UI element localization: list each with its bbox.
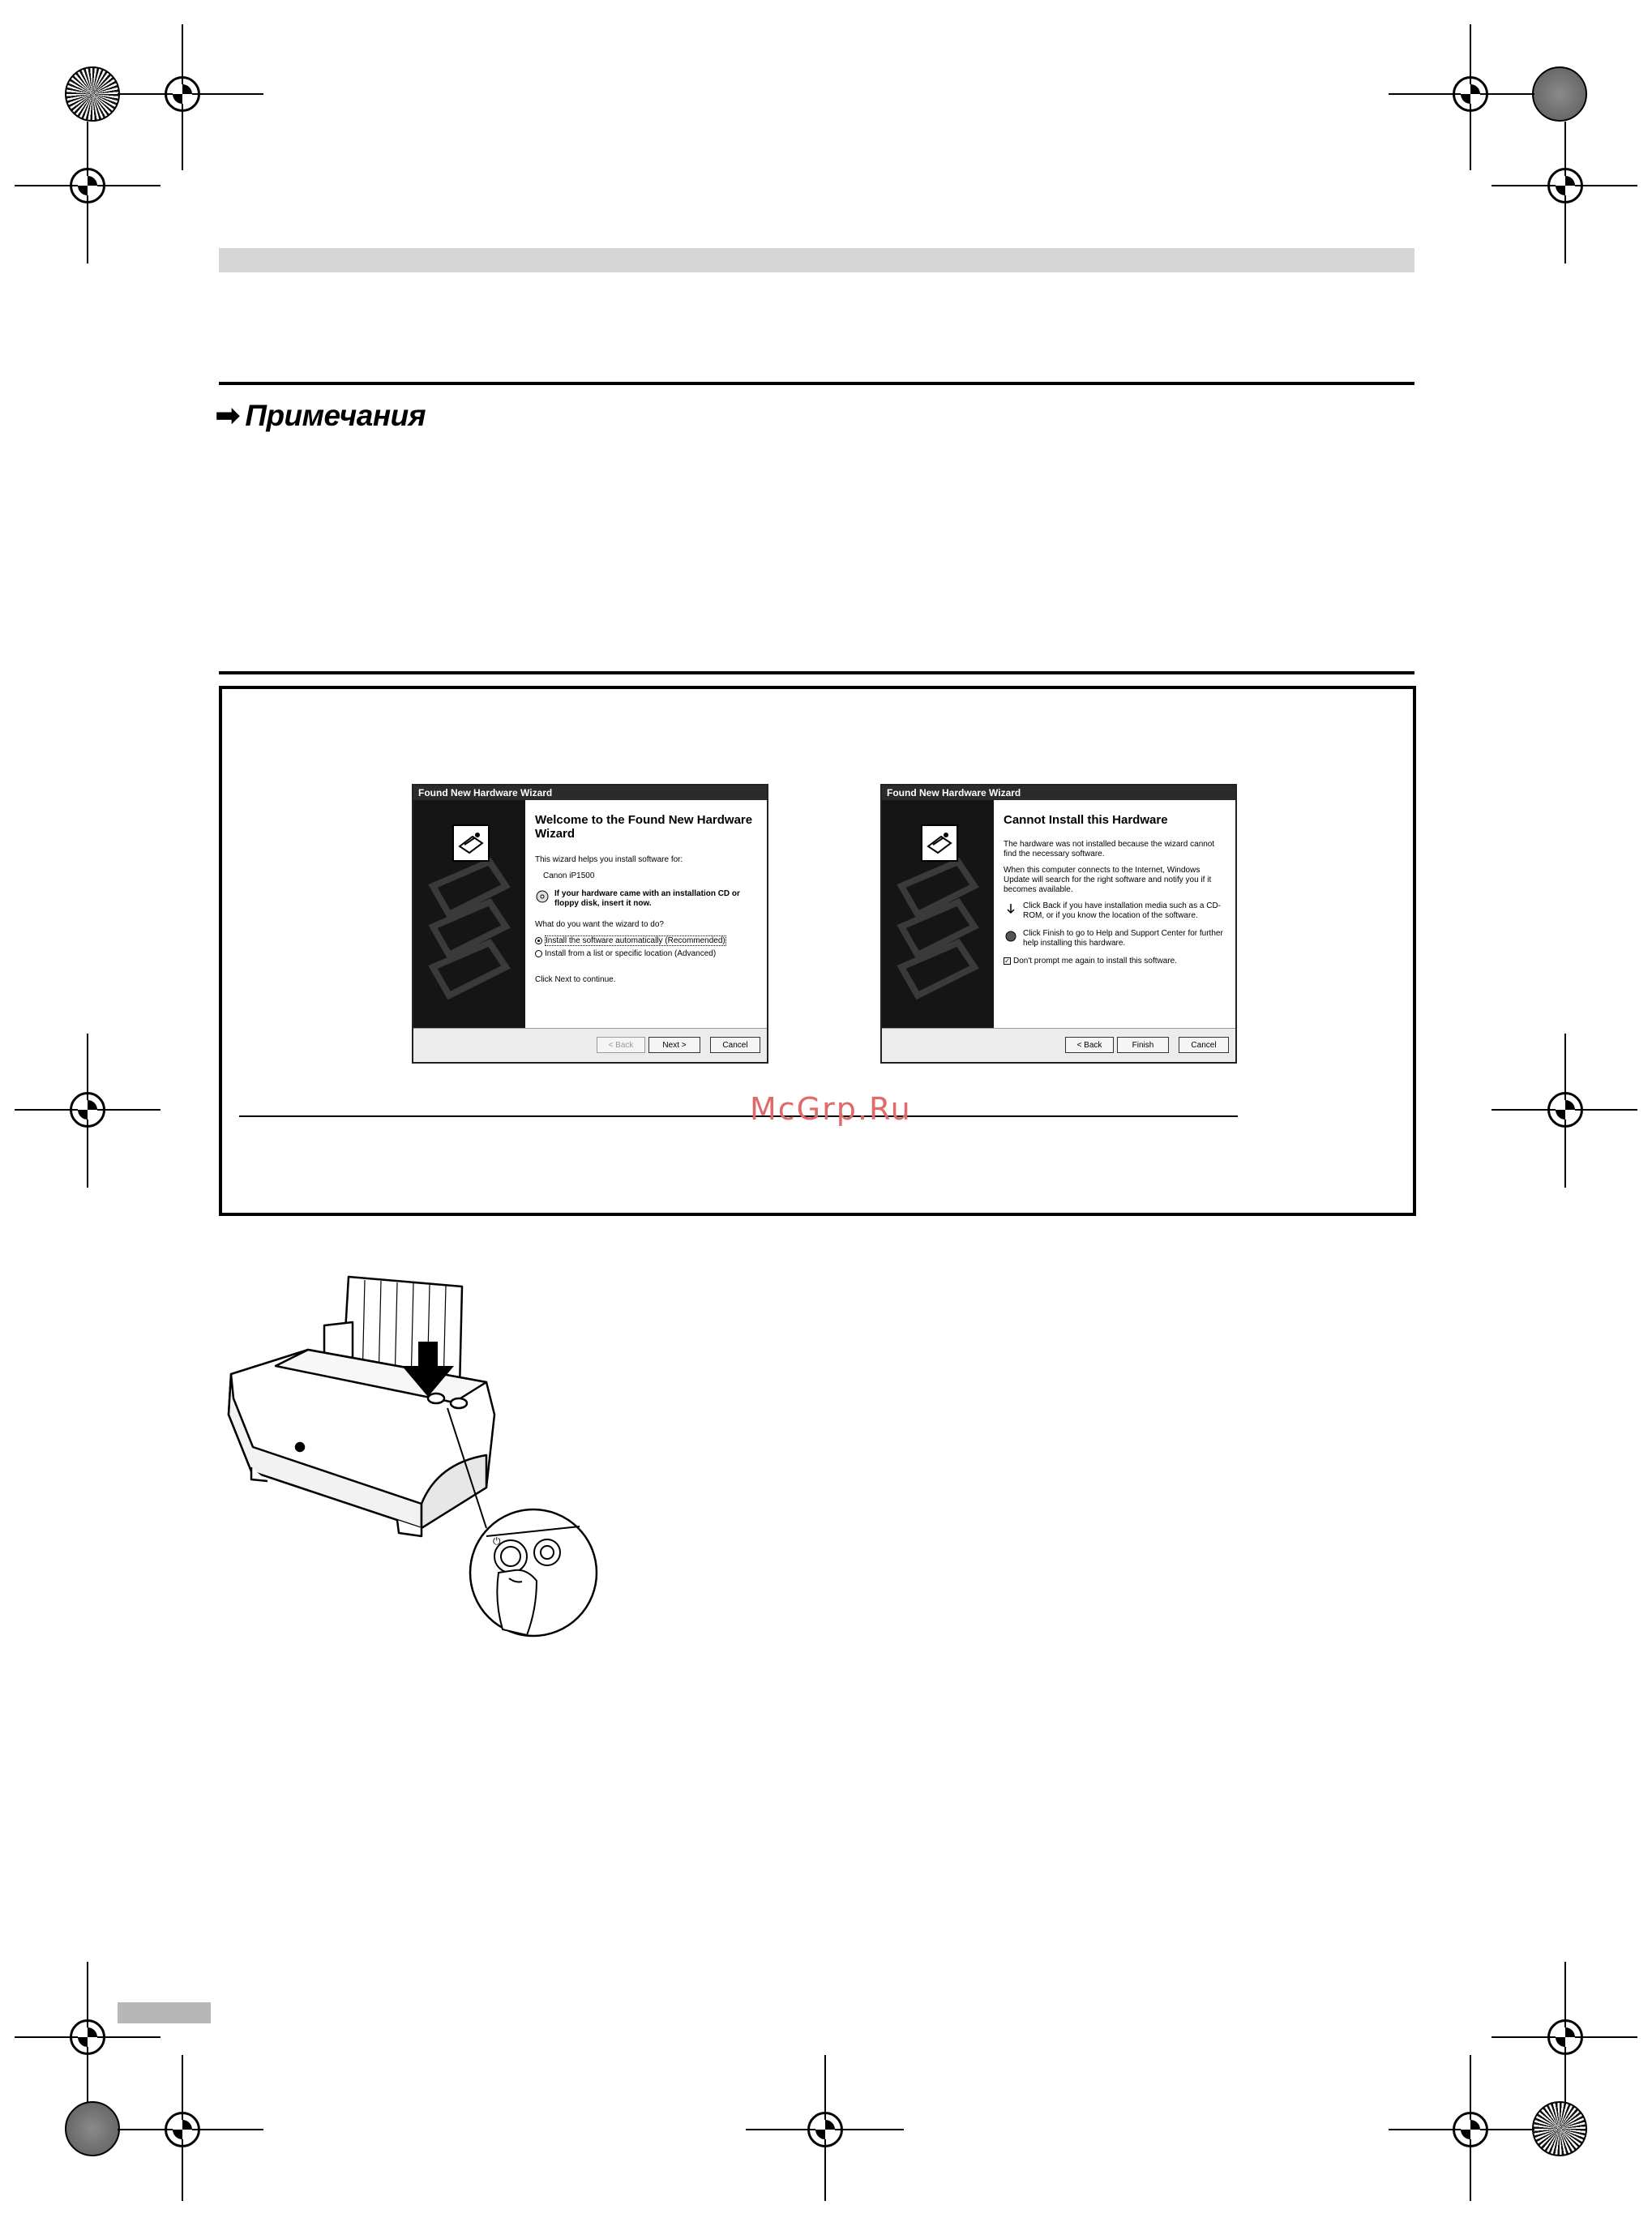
dialog-titlebar: Found New Hardware Wizard	[882, 786, 1235, 800]
registration-crosshair	[165, 76, 200, 112]
finish-hint-row	[1004, 929, 1227, 948]
back-hint-row	[1004, 901, 1227, 921]
option-label: Install the software automatically (Recommended)	[546, 936, 725, 945]
printer-power-button-illustration	[219, 1261, 608, 1642]
next-button[interactable]: Next >	[648, 1037, 700, 1053]
gray-registration-target-bottom-left	[65, 2101, 120, 2156]
back-arrow-icon	[1004, 901, 1018, 916]
hardware-wizard-icon	[921, 824, 958, 862]
color-registration-target-top-left	[65, 66, 120, 122]
dialog-footer	[413, 1028, 767, 1062]
dialog-titlebar: Found New Hardware Wizard	[413, 786, 767, 800]
watermark: McGrp.Ru	[750, 1091, 912, 1127]
finish-hint-text: Click Finish to go to Help and Support Center for further help installing this hardware.	[1023, 929, 1223, 948]
notes-heading	[215, 397, 426, 434]
dont-prompt-checkbox[interactable]	[1004, 957, 1227, 966]
registration-crosshair	[70, 168, 105, 203]
dialog-message: When this computer connects to the Internet, Windows Update will search for the right software and notify you if it becomes available.	[1004, 866, 1212, 894]
option-install-automatically[interactable]	[535, 936, 759, 946]
cd-drive-icon	[535, 889, 550, 904]
registration-crosshair	[1453, 76, 1488, 112]
wizard-sidebar	[882, 800, 994, 1031]
dialog-heading: Welcome to the Found New Hardware Wizard	[535, 813, 753, 841]
checkbox-label: Don't prompt me again to install this software.	[1013, 957, 1178, 965]
registration-crosshair	[70, 2019, 105, 2055]
registration-crosshair	[1547, 1092, 1583, 1128]
registration-crosshair	[1547, 2019, 1583, 2055]
wizard-decoration-icon	[893, 837, 982, 1016]
device-name: Canon iP1500	[543, 871, 595, 880]
cannot-install-hardware-dialog	[880, 784, 1237, 1064]
radio-selected-icon	[535, 937, 542, 944]
help-globe-icon	[1004, 929, 1018, 944]
dialog-heading: Cannot Install this Hardware	[1004, 813, 1168, 827]
back-hint-text: Click Back if you have installation media such as a CD-ROM, or if you know the location of the software.	[1023, 901, 1221, 920]
frame-inner-rule	[239, 1115, 1238, 1117]
page-number-tab	[118, 2002, 211, 2023]
registration-crosshair	[1453, 2112, 1488, 2147]
cancel-button[interactable]: Cancel	[710, 1037, 760, 1053]
header-band	[219, 248, 1414, 272]
dialog-footer	[882, 1028, 1235, 1062]
back-button[interactable]: < Back	[597, 1037, 645, 1053]
finish-button[interactable]: Finish	[1117, 1037, 1169, 1053]
arrow-right-icon: ➡	[215, 399, 241, 433]
registration-crosshair	[807, 2112, 843, 2147]
dialog-message: The hardware was not installed because the wizard cannot find the necessary software.	[1004, 840, 1215, 858]
dialog-intro: This wizard helps you install software for:	[535, 855, 683, 864]
dialog-body	[535, 813, 759, 991]
cd-prompt-text: If your hardware came with an installation CD or floppy disk, insert it now.	[554, 889, 740, 908]
found-new-hardware-welcome-dialog	[412, 784, 768, 1064]
hardware-wizard-icon	[452, 824, 490, 862]
continue-hint: Click Next to continue.	[535, 975, 616, 984]
registration-crosshair	[70, 1092, 105, 1128]
registration-crosshair	[165, 2112, 200, 2147]
notes-bottom-rule	[219, 671, 1414, 674]
wizard-question: What do you want the wizard to do?	[535, 920, 664, 929]
back-button[interactable]: < Back	[1065, 1037, 1114, 1053]
cd-prompt-row	[535, 889, 759, 909]
power-icon: ⏻	[493, 1535, 501, 1547]
color-registration-target-bottom-right	[1532, 2101, 1587, 2156]
gray-registration-target-top-right	[1532, 66, 1587, 122]
wizard-decoration-icon	[425, 837, 514, 1016]
checkbox-checked-icon: ✓	[1004, 957, 1010, 965]
option-install-from-list[interactable]	[535, 949, 759, 959]
notes-top-rule	[219, 382, 1414, 385]
wizard-sidebar	[413, 800, 525, 1031]
dialog-body	[1004, 813, 1227, 970]
option-label: Install from a list or specific location (Advanced)	[545, 949, 717, 958]
radio-unselected-icon	[535, 950, 542, 957]
cancel-button[interactable]: Cancel	[1179, 1037, 1229, 1053]
registration-crosshair	[1547, 168, 1583, 203]
notes-heading-text: Примечания	[245, 398, 426, 432]
